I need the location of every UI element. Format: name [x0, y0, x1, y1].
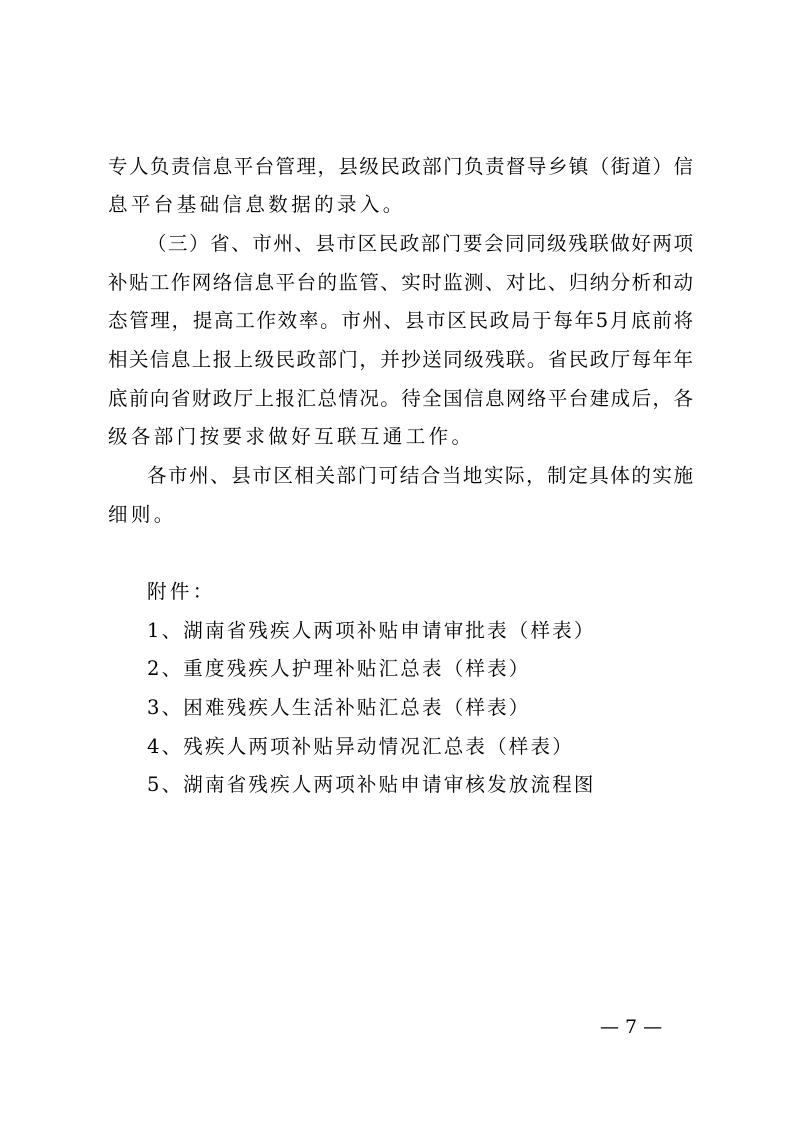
- paragraph-2-line-5: 底前向省财政厅上报汇总情况。待全国信息网络平台建成后，各: [108, 387, 693, 410]
- paragraph-2-line-6: 级各部门按要求做好互联互通工作。: [108, 425, 475, 448]
- attachment-item-5: 5、湖南省残疾人两项补贴申请审核发放流程图: [147, 773, 596, 796]
- attachment-item-4: 4、残疾人两项补贴异动情况汇总表（样表）: [147, 735, 574, 758]
- paragraph-1-line-2: 息平台基础信息数据的录入。: [108, 193, 406, 216]
- page-number: — 7 —: [600, 1016, 663, 1038]
- attachments-heading: 附件：: [147, 580, 216, 603]
- paragraph-2-line-1: （三）省、市州、县市区民政部门要会同同级残联做好两项: [147, 232, 693, 255]
- attachment-item-3: 3、困难残疾人生活补贴汇总表（样表）: [147, 696, 531, 719]
- paragraph-2-line-4: 相关信息上报上级民政部门，并抄送同级残联。省民政厅每年年: [108, 348, 693, 371]
- attachment-item-2: 2、重度残疾人护理补贴汇总表（样表）: [147, 657, 531, 680]
- paragraph-1-line-1: 专人负责信息平台管理，县级民政部门负责督导乡镇（街道）信: [108, 155, 693, 178]
- attachment-item-1: 1、湖南省残疾人两项补贴申请审批表（样表）: [147, 619, 596, 642]
- paragraph-2-line-2: 补贴工作网络信息平台的监管、实时监测、对比、归纳分析和动: [108, 271, 693, 294]
- paragraph-3-line-2: 细则。: [108, 503, 177, 526]
- paragraph-2-line-3: 态管理，提高工作效率。市州、县市区民政局于每年5月底前将: [108, 309, 693, 332]
- paragraph-3-line-1: 各市州、县市区相关部门可结合当地实际，制定具体的实施: [147, 464, 693, 487]
